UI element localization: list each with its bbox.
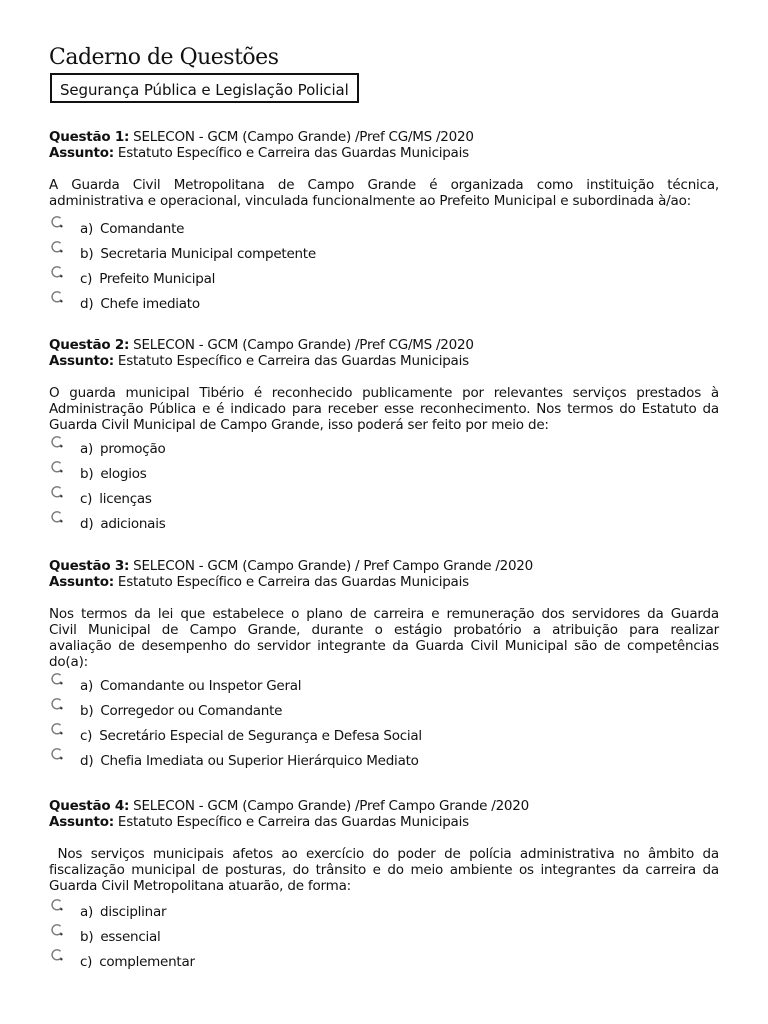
document-title: Caderno de Questões: [49, 45, 279, 70]
option-letter: b): [80, 703, 94, 719]
radio-button-icon[interactable]: [50, 923, 64, 937]
option-text: Chefia Imediata ou Superior Hierárquico Mediato: [100, 753, 419, 769]
option-letter: c): [80, 954, 93, 970]
option-text: Corregedor ou Comandante: [100, 703, 283, 719]
option-text: complementar: [99, 954, 195, 970]
answer-option[interactable]: [49, 900, 719, 925]
question-text: [49, 385, 719, 433]
question-text-line: do(a):: [49, 654, 88, 670]
answer-option[interactable]: [49, 674, 719, 699]
answer-option[interactable]: [49, 437, 719, 462]
radio-button-icon[interactable]: [50, 240, 64, 254]
answer-option[interactable]: [49, 267, 719, 292]
option-text: Prefeito Municipal: [99, 271, 216, 287]
option-text: Comandante ou Inspetor Geral: [100, 678, 302, 694]
question-text-line: Guarda Civil Municipal de Campo Grande, isso poderá ser feito por meio de:: [49, 417, 549, 433]
answer-options: [49, 674, 719, 774]
question-text-line: Nos serviços municipais afetos ao exercício do poder de polícia administrativa no âmbito da: [49, 846, 719, 862]
option-text: elogios: [100, 466, 147, 482]
option-letter: a): [80, 441, 94, 457]
question-subject: [49, 145, 719, 161]
question-label: Questão 1:: [49, 129, 130, 145]
option-letter: a): [80, 678, 94, 694]
subject-label: Assunto:: [49, 145, 114, 161]
answer-option[interactable]: [49, 512, 719, 537]
question-text-line: avaliação de desempenho do servidor integrante da Guarda Civil Municipal são de competências: [49, 638, 719, 654]
question-label: Questão 2:: [49, 337, 130, 353]
radio-button-icon[interactable]: [50, 747, 64, 761]
answer-options: [49, 217, 719, 317]
question-text-line: A Guarda Civil Metropolitana de Campo Grande é organizada como instituição técnica,: [49, 177, 719, 193]
answer-option[interactable]: [49, 749, 719, 774]
question-text-line: O guarda municipal Tibério é reconhecido publicamente por relevantes serviços prestados à: [49, 385, 719, 401]
answer-option[interactable]: [49, 950, 719, 975]
question-header: [49, 798, 719, 814]
question-text-line: Guarda Civil Metropolitana atuarão, de forma:: [49, 878, 351, 894]
radio-button-icon[interactable]: [50, 898, 64, 912]
answer-option[interactable]: [49, 724, 719, 749]
option-letter: b): [80, 466, 94, 482]
option-letter: b): [80, 246, 94, 262]
answer-option[interactable]: [49, 462, 719, 487]
radio-button-icon[interactable]: [50, 722, 64, 736]
option-text: Secretaria Municipal competente: [100, 246, 316, 262]
question-source: SELECON - GCM (Campo Grande) /Pref CG/MS /2020: [133, 337, 474, 353]
question-text-line: fiscalização municipal de posturas, do trânsito e do meio ambiente os integrantes da carreira da: [49, 862, 719, 878]
question-text: [49, 177, 719, 209]
option-text: Comandante: [100, 221, 185, 237]
subject-label: Assunto:: [49, 814, 114, 830]
question-subject: [49, 814, 719, 830]
question-block: [49, 129, 719, 317]
subject-text: Estatuto Específico e Carreira das Guardas Municipais: [117, 353, 469, 369]
radio-button-icon[interactable]: [50, 510, 64, 524]
option-letter: d): [80, 296, 94, 312]
question-text-line: Nos termos da lei que estabelece o plano de carreira e remuneração dos servidores da Guarda: [49, 606, 719, 622]
question-block: [49, 558, 719, 774]
option-letter: a): [80, 904, 94, 920]
option-letter: c): [80, 728, 93, 744]
subject-text: Estatuto Específico e Carreira das Guardas Municipais: [117, 574, 469, 590]
answer-option[interactable]: [49, 217, 719, 242]
option-text: promoção: [100, 441, 166, 457]
option-text: Secretário Especial de Segurança e Defesa Social: [99, 728, 422, 744]
radio-button-icon[interactable]: [50, 460, 64, 474]
option-text: Chefe imediato: [100, 296, 200, 312]
answer-options: [49, 900, 719, 975]
radio-button-icon[interactable]: [50, 948, 64, 962]
option-letter: d): [80, 753, 94, 769]
radio-button-icon[interactable]: [50, 265, 64, 279]
answer-option[interactable]: [49, 292, 719, 317]
subject-label: Assunto:: [49, 574, 114, 590]
question-subject: [49, 353, 719, 369]
subject-text: Estatuto Específico e Carreira das Guardas Municipais: [117, 145, 469, 161]
answer-option[interactable]: [49, 487, 719, 512]
answer-option[interactable]: [49, 925, 719, 950]
question-label: Questão 3:: [49, 558, 130, 574]
question-text: [49, 846, 719, 894]
question-header: [49, 558, 719, 574]
question-text-line: Civil Municipal de Campo Grande, durante o estágio probatório a atribuição para realizar: [49, 622, 719, 638]
question-label: Questão 4:: [49, 798, 130, 814]
question-source: SELECON - GCM (Campo Grande) /Pref Campo Grande /2020: [133, 798, 529, 814]
answer-option[interactable]: [49, 242, 719, 267]
option-text: essencial: [100, 929, 161, 945]
radio-button-icon[interactable]: [50, 485, 64, 499]
subject-label: Assunto:: [49, 353, 114, 369]
radio-button-icon[interactable]: [50, 435, 64, 449]
option-letter: b): [80, 929, 94, 945]
option-text: adicionais: [100, 516, 166, 532]
subject-text: Estatuto Específico e Carreira das Guardas Municipais: [117, 814, 469, 830]
radio-button-icon[interactable]: [50, 672, 64, 686]
question-text-line: administrativa e operacional, vinculada funcionalmente ao Prefeito Municipal e subordinada à/ao:: [49, 193, 691, 209]
question-block: [49, 337, 719, 537]
answer-options: [49, 437, 719, 537]
option-letter: c): [80, 491, 93, 507]
question-source: SELECON - GCM (Campo Grande) / Pref Campo Grande /2020: [133, 558, 533, 574]
subject-heading-box: Segurança Pública e Legislação Policial: [50, 73, 359, 103]
answer-option[interactable]: [49, 699, 719, 724]
question-source: SELECON - GCM (Campo Grande) /Pref CG/MS /2020: [133, 129, 474, 145]
option-text: licenças: [99, 491, 152, 507]
question-header: [49, 129, 719, 145]
radio-button-icon[interactable]: [50, 697, 64, 711]
option-letter: a): [80, 221, 94, 237]
question-header: [49, 337, 719, 353]
question-block: [49, 798, 719, 975]
question-text: [49, 606, 719, 670]
option-letter: d): [80, 516, 94, 532]
radio-button-icon[interactable]: [50, 290, 64, 304]
question-text-line: Administração Pública e é indicado para receber esse reconhecimento. Nos termos do Estatuto da: [49, 401, 719, 417]
option-letter: c): [80, 271, 93, 287]
radio-button-icon[interactable]: [50, 215, 64, 229]
question-subject: [49, 574, 719, 590]
option-text: disciplinar: [100, 904, 167, 920]
